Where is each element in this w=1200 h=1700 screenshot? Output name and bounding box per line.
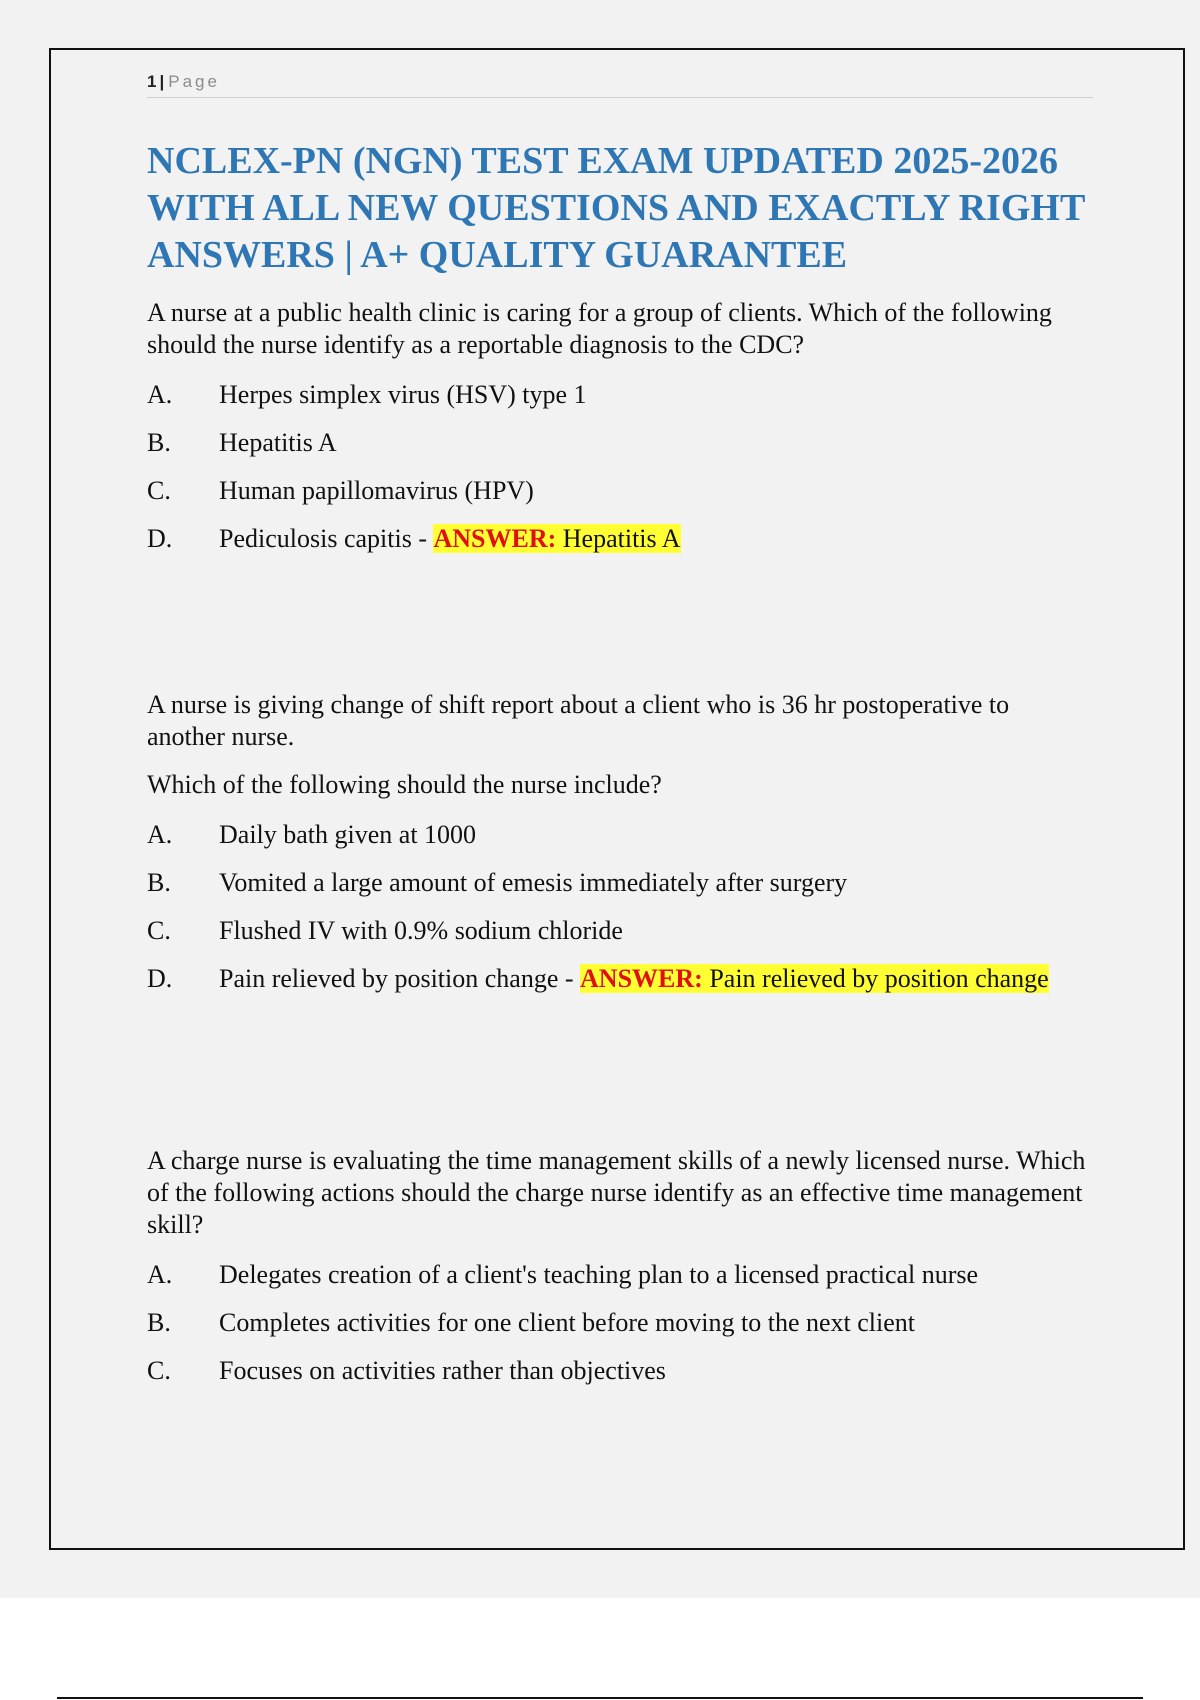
question-stem: A charge nurse is evaluating the time management skills of a newly licensed nurse. Which of the following actions should the charge nurse identify as an effective time management skill? — [147, 1146, 1086, 1239]
answer-label: ANSWER: — [580, 964, 703, 993]
spacer — [147, 1011, 1093, 1127]
answer-label: ANSWER: — [433, 524, 557, 553]
option-text: Human papillomavirus (HPV) — [219, 476, 534, 505]
answer-text: Hepatitis A — [556, 524, 681, 553]
options-list — [147, 1259, 1093, 1387]
option-text: Vomited a large amount of emesis immediately after surgery — [219, 868, 848, 897]
options-list — [147, 819, 1093, 995]
option-b — [147, 427, 1093, 459]
question-3 — [147, 1145, 1093, 1387]
answer-highlight — [580, 964, 1049, 993]
option-text: Hepatitis A — [219, 428, 337, 457]
option-text: Herpes simplex virus (HSV) type 1 — [219, 380, 587, 409]
option-letter: B. — [147, 868, 171, 897]
document-title: NCLEX-PN (NGN) TEST EXAM UPDATED 2025-2026 WITH ALL NEW QUESTIONS AND EXACTLY RIGHT ANSWERS | A+ QUALITY GUARANTEE — [147, 140, 1085, 276]
option-text: Flushed IV with 0.9% sodium chloride — [219, 916, 623, 945]
option-text: Focuses on activities rather than objectives — [219, 1356, 666, 1385]
option-c — [147, 1355, 1093, 1387]
option-text: Pediculosis capitis - — [219, 524, 434, 553]
option-letter: D. — [147, 524, 173, 553]
option-letter: B. — [147, 1308, 171, 1337]
option-c — [147, 915, 1093, 947]
page-separator: | — [159, 72, 165, 91]
option-letter: C. — [147, 1356, 171, 1385]
answer-highlight — [433, 524, 680, 553]
question-stem: A nurse is giving change of shift report about a client who is 36 hr postoperative to another nurse. — [147, 690, 1010, 751]
page-label: Page — [168, 72, 220, 91]
option-d — [147, 523, 1093, 555]
options-list — [147, 379, 1093, 555]
document-page — [49, 48, 1185, 1550]
option-letter: D. — [147, 964, 173, 993]
option-text: Daily bath given at 1000 — [219, 820, 477, 849]
option-letter: B. — [147, 428, 171, 457]
option-letter: A. — [147, 380, 173, 409]
question-prompt: Which of the following should the nurse include? — [147, 770, 662, 799]
option-letter: A. — [147, 1260, 173, 1289]
option-letter: A. — [147, 820, 173, 849]
option-text: Delegates creation of a client's teaching plan to a licensed practical nurse — [219, 1260, 979, 1289]
option-a — [147, 379, 1093, 411]
option-b — [147, 867, 1093, 899]
option-letter: C. — [147, 916, 171, 945]
option-letter: C. — [147, 476, 171, 505]
option-a — [147, 1259, 1093, 1291]
option-text: Completes activities for one client before moving to the next client — [219, 1308, 916, 1337]
page-header — [147, 72, 1093, 98]
option-a — [147, 819, 1093, 851]
option-d — [147, 963, 1093, 995]
option-c — [147, 475, 1093, 507]
spacer — [147, 571, 1093, 671]
next-page-area — [0, 1598, 1200, 1700]
page-content — [147, 72, 1093, 1403]
page-number: 1 — [147, 72, 157, 91]
answer-text: Pain relieved by position change — [702, 964, 1049, 993]
option-text: Pain relieved by position change - — [219, 964, 581, 993]
question-1 — [147, 297, 1093, 555]
question-2 — [147, 689, 1093, 995]
option-b — [147, 1307, 1093, 1339]
next-page-divider — [57, 1697, 1143, 1699]
question-stem: A nurse at a public health clinic is caring for a group of clients. Which of the following should the nurse identify as a reportable diagnosis to the CDC? — [147, 298, 1052, 359]
